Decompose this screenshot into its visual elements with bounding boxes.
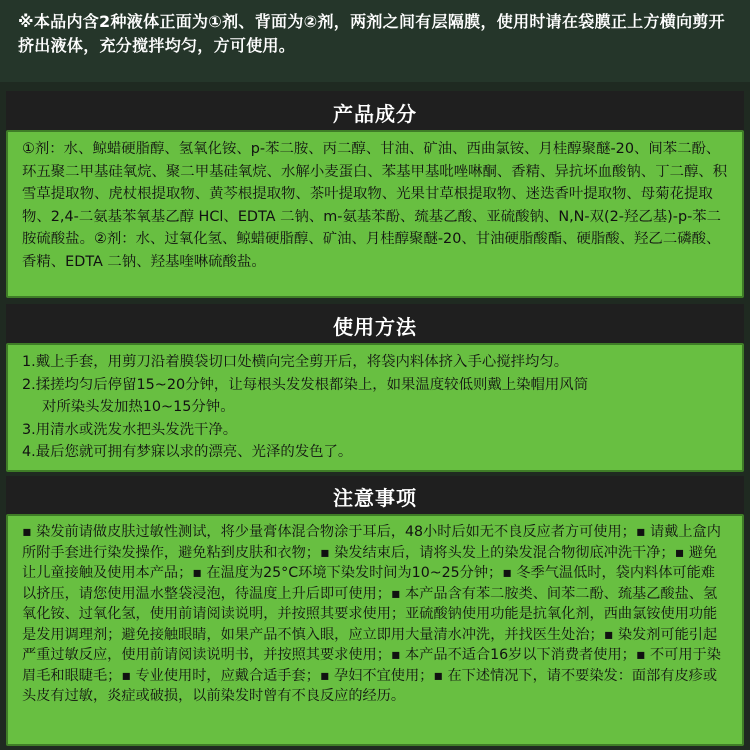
usage-step-3: 3.用清水或洗发水把头发洗干净。 [22, 421, 238, 438]
ingredients-body [6, 130, 744, 298]
ingredients-text: ①剂：水、鲸蜡硬脂醇、氢氧化铵、p-苯二胺、丙二醇、甘油、矿油、西曲氯铵、月桂醇聚醚-20、间苯二酚、环五聚二甲基硅氧烷、聚二甲基硅氧烷、水解小麦蛋白、苯基甲基吡唑啉酮、香精、异抗坏血酸钠、丁二醇、积雪草提取物、虎杖根提取物、黄芩根提取物、茶叶提取物、光果甘草根提取物、迷迭香叶提取物、母菊花提取物、2,4-二氨基苯氧基乙醇 HCl、EDTA 二钠、m-氨基苯酚、巯基乙酸、亚硫酸钠、N,N-双(2-羟乙基)-p-苯二胺硫酸盐。②剂：水、过氧化氢、鲸蜡硬脂醇、矿油、月桂醇聚醚-20、甘油硬脂酸酯、硬脂酸、羟乙二磷酸、香精、EDTA 二钠、羟基喹啉硫酸盐。 [22, 141, 728, 270]
ingredients-title: 产品成分 [333, 101, 417, 126]
usage-notice: ※本品内含2种液体正面为①剂、背面为②剂，两剂之间有层隔膜，使用时请在袋膜正上方横向剪开挤出液体，充分搅拌均匀，方可使用。 [0, 0, 750, 82]
usage-title: 使用方法 [333, 314, 417, 339]
usage-step-2-continued: 对所染头发加热10~15分钟。 [42, 399, 235, 416]
ingredients-header [6, 91, 744, 133]
cautions-title: 注意事项 [333, 485, 417, 510]
usage-body [6, 343, 744, 472]
cautions-text: ▪ 染发前请做皮肤过敏性测试，将少量膏体混合物涂于耳后，48小时后如无不良反应者方可使用；▪ 请戴上盒内所附手套进行染发操作，避免粘到皮肤和衣物；▪ 染发结束后，请将头发上的染发混合物彻底冲洗干净；▪ 避免让儿童接触及使用本产品；▪ 在温度为25°C环境下染发时间为10~25分钟；▪ 冬季气温低时，袋内料体可能难以挤压，请您使用温水整袋浸泡，待温度上升后即可使用；▪ 本产品含有苯二胺类、间苯二酚、巯基乙酸盐、氢氧化铵、过氧化氢，使用前请阅读说明，并按照其要求使用；亚硫酸钠使用功能是抗氧化剂，西曲氯铵使用功能是发用调理剂；避免接触眼睛，如果产品不慎入眼，应立即用大量清水冲洗，并找医生处治；▪ 染发剂可能引起严重过敏反应，使用前请阅读说明书，并按照其要求使用；▪ 本产品不适合16岁以下消费者使用；▪ 不可用于染眉毛和眼睫毛；▪ 专业使用时，应戴合适手套；▪ 孕妇不宜使用；▪ 在下述情况下，请不要染发：面部有皮疹或头皮有过敏，炎症或破损，以前染发时曾有不良反应的经历。 [22, 524, 721, 704]
cautions-header [6, 476, 744, 516]
usage-header [6, 304, 744, 346]
usage-step-1: 1.戴上手套，用剪刀沿着膜袋切口处横向完全剪开后，将袋内料体挤入手心搅拌均匀。 [22, 354, 569, 370]
cautions-body [6, 514, 744, 746]
usage-step-4: 4.最后您就可拥有梦寐以求的漂亮、光泽的发色了。 [22, 444, 353, 461]
usage-step-2: 2.揉搓均匀后停留15~20分钟，让每根头发发根都染上，如果温度较低则戴上染帽用风筒 [22, 376, 589, 393]
